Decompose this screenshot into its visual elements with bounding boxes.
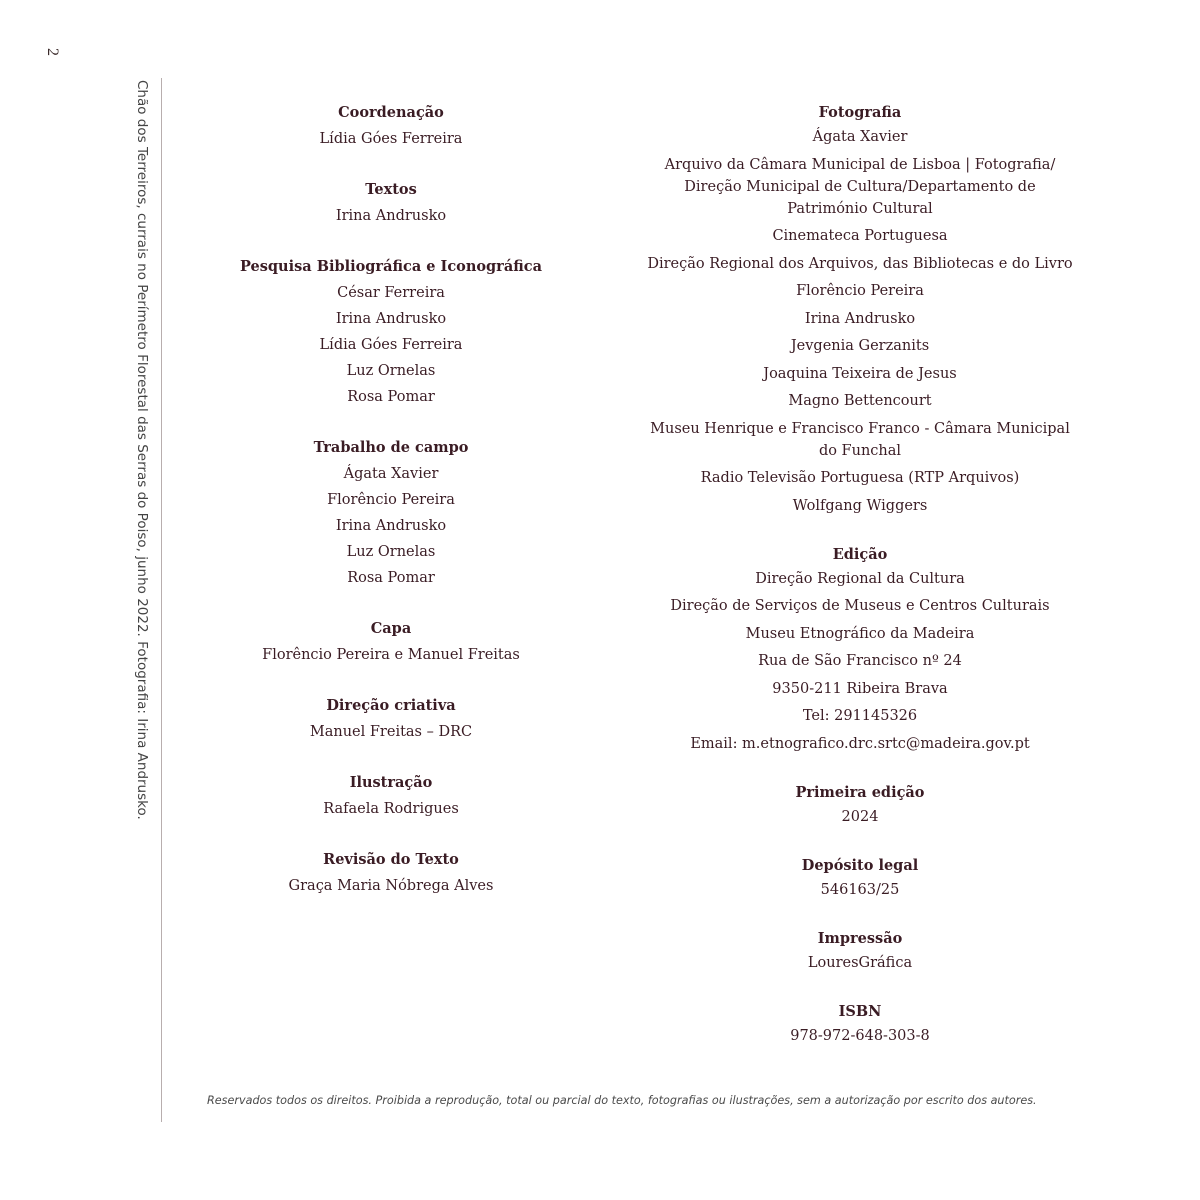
rights-notice: Reservados todos os direitos. Proibida a reprodução, total ou parcial do texto, fotografias ou ilustrações, sem a autorização por escrito dos autores. bbox=[207, 1094, 1037, 1107]
credit-line: Manuel Freitas – DRC bbox=[309, 724, 473, 740]
credits-left-column bbox=[221, 100, 561, 924]
credit-line: Irina Andrusko bbox=[335, 208, 447, 224]
section-title: Fotografia bbox=[818, 104, 902, 121]
credits-right-column bbox=[620, 100, 1100, 1072]
credit-line: Direção Regional da Cultura bbox=[755, 570, 965, 587]
credit-line: Direção Regional dos Arquivos, das Bibliotecas e do Livro bbox=[647, 255, 1073, 272]
page-number: 2 bbox=[44, 48, 61, 56]
section-ilustracao bbox=[221, 770, 561, 822]
section-title: Ilustração bbox=[349, 774, 433, 791]
credit-line: Cinemateca Portuguesa bbox=[772, 228, 948, 244]
section-pesquisa-bibliografica-e-iconografica bbox=[221, 254, 561, 410]
section-title: Capa bbox=[370, 620, 412, 637]
section-textos bbox=[221, 177, 561, 229]
credit-line: 2024 bbox=[841, 808, 879, 825]
credit-line: Irina Andrusko bbox=[335, 518, 447, 534]
credit-line: Florêncio Pereira bbox=[796, 283, 924, 299]
credit-line: Direção de Serviços de Museus e Centros Culturais bbox=[670, 598, 1050, 614]
credit-line: Luz Ornelas bbox=[346, 363, 436, 379]
section-title: Depósito legal bbox=[801, 856, 919, 874]
section-title: Trabalho de campo bbox=[313, 439, 469, 456]
section-fotografia bbox=[620, 100, 1100, 517]
section-direcao-criativa bbox=[221, 693, 561, 745]
credit-line: Ágata Xavier bbox=[812, 129, 908, 145]
credit-line: Lídia Góes Ferreira bbox=[319, 131, 463, 147]
section-deposito-legal bbox=[620, 853, 1100, 901]
section-impressao bbox=[620, 926, 1100, 974]
credit-line: Wolfgang Wiggers bbox=[792, 497, 928, 514]
section-coordenacao bbox=[221, 100, 561, 152]
section-revisao-do-texto bbox=[221, 847, 561, 899]
credit-line: Rafaela Rodrigues bbox=[323, 801, 459, 817]
section-title: Pesquisa Bibliográfica e Iconográfica bbox=[240, 258, 542, 275]
vertical-divider bbox=[161, 78, 162, 1122]
credit-line: Florêncio Pereira bbox=[327, 492, 455, 508]
section-primeira-edicao bbox=[620, 780, 1100, 828]
credit-line: Arquivo da Câmara Municipal de Lisboa | Fotografia/ Direção Municipal de Cultura/Departamento de Património Cultural bbox=[664, 156, 1056, 217]
credit-line: LouresGráfica bbox=[807, 954, 913, 971]
credit-line: Irina Andrusko bbox=[804, 310, 916, 327]
credit-line: Radio Televisão Portuguesa (RTP Arquivos) bbox=[700, 470, 1020, 486]
credit-line: Luz Ornelas bbox=[346, 544, 436, 560]
section-isbn bbox=[620, 999, 1100, 1047]
credit-line: Jevgenia Gerzanits bbox=[790, 338, 930, 354]
credit-line: 9350-211 Ribeira Brava bbox=[772, 680, 948, 697]
credit-line: Graça Maria Nóbrega Alves bbox=[288, 878, 494, 894]
photo-caption: Chão dos Terreiros, currais no Perímetro Florestal das Serras do Poiso, junho 2022. Fotografia: Irina Andrusko. bbox=[134, 80, 150, 820]
section-title: Primeira edição bbox=[795, 783, 925, 801]
section-title: Textos bbox=[365, 181, 417, 198]
credit-line: Magno Bettencourt bbox=[788, 393, 932, 409]
credit-line: Museu Henrique e Francisco Franco - Câmara Municipal do Funchal bbox=[650, 420, 1070, 459]
credit-line: 546163/25 bbox=[820, 881, 900, 898]
section-title: Coordenação bbox=[338, 104, 444, 121]
section-title: Revisão do Texto bbox=[323, 851, 459, 868]
section-trabalho-de-campo bbox=[221, 435, 561, 591]
credit-line: 978-972-648-303-8 bbox=[790, 1027, 930, 1044]
credit-line: Joaquina Teixeira de Jesus bbox=[763, 365, 957, 382]
credit-line: Museu Etnográfico da Madeira bbox=[745, 625, 975, 642]
credit-line: Irina Andrusko bbox=[335, 311, 447, 327]
credit-line: Email: m.etnografico.drc.srtc@madeira.gov.pt bbox=[690, 735, 1030, 752]
credit-line: Lídia Góes Ferreira bbox=[319, 337, 463, 353]
credit-line: Rosa Pomar bbox=[347, 389, 435, 405]
section-title: Direção criativa bbox=[326, 697, 456, 714]
section-capa bbox=[221, 616, 561, 668]
section-title: ISBN bbox=[838, 1002, 882, 1020]
credit-line: Rua de São Francisco nº 24 bbox=[758, 653, 962, 669]
section-title: Impressão bbox=[817, 929, 903, 947]
section-title: Edição bbox=[832, 545, 888, 563]
credit-line: Ágata Xavier bbox=[343, 466, 439, 482]
section-edicao bbox=[620, 542, 1100, 755]
credit-line: Rosa Pomar bbox=[347, 570, 435, 586]
credit-line: César Ferreira bbox=[337, 285, 445, 301]
credit-line: Tel: 291145326 bbox=[802, 708, 918, 724]
credit-line: Florêncio Pereira e Manuel Freitas bbox=[262, 647, 520, 663]
